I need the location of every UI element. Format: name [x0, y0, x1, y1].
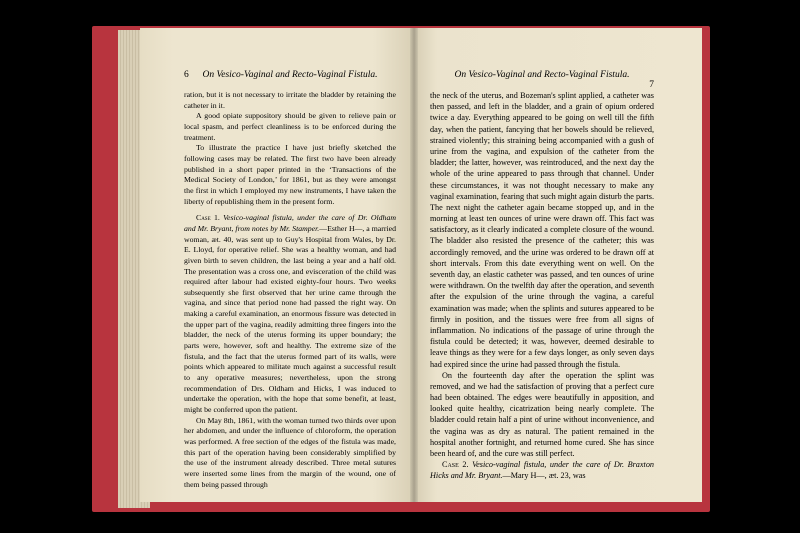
left-paragraph: On May 8th, 1861, with the woman turned two thirds over upon her abdomen, and under the influence of chloroform, the operation was performed. A free section of the edges of the fistula was made, this part of the operation having been considerably simplified by the use of the instrument already described. Three metal sutures were inserted some lines from the margin of the wound, one of them being passed through: [184, 415, 396, 489]
left-paragraph: A good opiate suppository should be given to relieve pain or local spasm, and perfect cleanliness is to be enforced during the treatment.: [184, 111, 396, 142]
left-running-head: [184, 70, 396, 80]
left-running-title: On Vesico-Vaginal and Recto-Vaginal Fistula.: [202, 70, 378, 80]
case-2-title: Vesico-vaginal fistula, under the care of Dr. Braxton Hicks and Mr. Bryant.: [430, 460, 655, 481]
case-1-title: Vesico-vaginal fistula, under the care of Dr. Oldham and Mr. Bryant, from notes by Mr. Stamper.: [184, 213, 396, 233]
case-2-text: —Mary H—, æt. 23, was: [502, 471, 586, 481]
right-paragraph: the neck of the uterus, and Bozeman's splint applied, a catheter was then passed, and left in the bladder, and a grain of opium ordered twice a day. Everything appeared to be going on well till the fifth day, when the patient, fancying that her bowels should be relieved, strained violently; this straining being accompanied with a gush of urine from the vagina, and expulsion of the catheter from the bladder; the latter, however, was reintroduced, and the next day the whole of the urine appeared to pass through that channel. Under these circumstances, it was not thought necessary to make any vaginal examination, fearing that such might again disturb the parts. The next night the catheter again became stopped up, and in the morning at least ten ounces of urine were drawn off. This fact was satisfactory, as it clearly indicated a complete closure of the wound. The bladder also resisted the presence of the catheter; this was accordingly removed, and the urine was ordered to be drawn off at short intervals. From this date everything went on well. On the seventh day, an elastic catheter was passed, and ten ounces of urine were withdrawn. On the twelfth day after the operation, and seventh after the expulsion of the urine through the vagina, a careful examination was made; when the splints and sutures appeared to be firmly in position, and the tissues were free from all signs of inflammation. No indications of the passage of urine through the fistula could be detected; it was, however, deemed desirable to leave things as they were for a few days longer, as only seven days had expired since the urine had passed through the fistula.: [430, 91, 654, 369]
case-1-paragraph: [184, 213, 396, 415]
right-running-title: On Vesico-Vaginal and Recto-Vaginal Fistula.: [454, 70, 630, 80]
book-gutter: [410, 28, 418, 502]
right-page-number: 7: [649, 80, 654, 90]
right-page-body: [430, 90, 654, 482]
case-1-text: —Esther H—, a married woman, æt. 40, was sent up to Guy's Hospital from Wales, by Dr. E. Lloyd, for operative relief. She was a healthy woman, and had given birth to seven children, the last being a year and a half old. The presentation was a cross one, and evisceration of the child was required after labour had existed eighty-four hours. Two weeks subsequently she first observed that her urine came through the vagina, and since that period none had passed the right way. On making a careful examination, an enormous fissure was detected in the upper part of the vagina, readily admitting three fingers into the bladder, the neck of the uterus forming its upper boundary; the parts were, however, soft and healthy. The extreme size of the fistula, and the fact that the uterus formed part of its walls, were points which appeared to militate much against a successful result to any operative measures; nevertheless, upon the strong recommendation of Drs. Oldham and Hicks, I was induced to undertake the operation, with the hope that some benefit, at least, might be conferred upon the patient.: [184, 223, 396, 415]
case-2-paragraph: [430, 459, 654, 481]
case-1-label: Case 1.: [196, 213, 220, 223]
right-running-head: [430, 70, 654, 90]
case-2-label: Case 2.: [442, 460, 469, 470]
left-page-number: 6: [184, 70, 189, 80]
left-page-body: [184, 90, 396, 490]
right-paragraph: On the fourteenth day after the operation the splint was removed, and we had the satisfaction of proving that a perfect cure had been obtained. The edges were beautifully in apposition, and looked quite healthy, cicatrization being nearly complete. The bladder could retain half a pint of urine without inconvenience, and the vagina was as dry as natural. The patient remained in the hospital another fortnight, and returned home cured. She has since been heard of, and the cure was still perfect.: [430, 370, 654, 458]
left-paragraph: To illustrate the practice I have just briefly sketched the following cases may be related. The first two have been already published in a short paper printed in the ‘Transactions of the Medical Society of London,’ for 1861, but as they were amongst the first in which I employed my new instruments, I have taken the liberty of republishing them in the present form.: [184, 143, 396, 206]
left-paragraph: ration, but it is not necessary to irritate the bladder by retaining the catheter in it.: [184, 90, 396, 110]
